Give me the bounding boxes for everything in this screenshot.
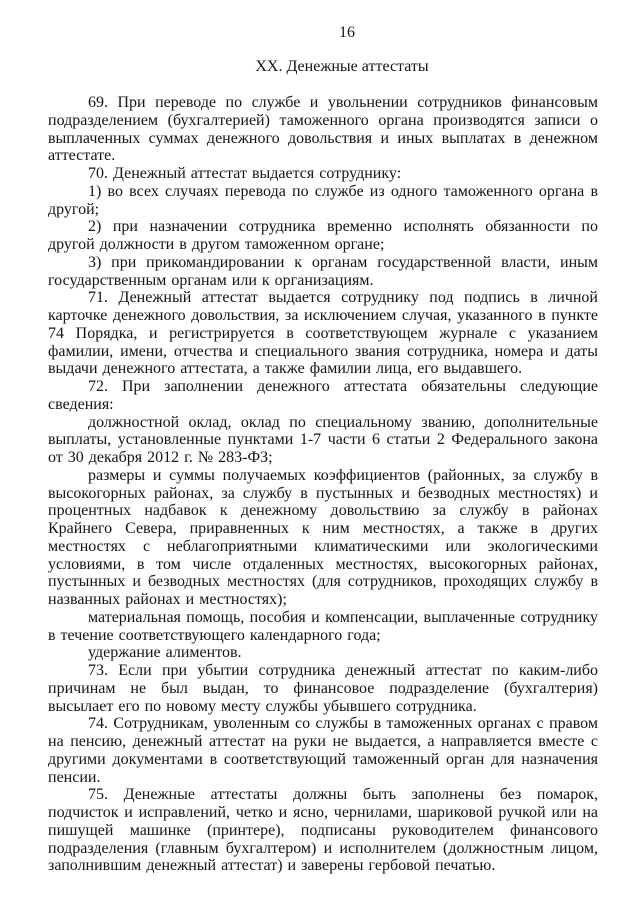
paragraph-70: 70. Денежный аттестат выдается сотруднику: bbox=[88, 165, 402, 182]
document-body bbox=[48, 94, 598, 875]
paragraph-72-material-aid: материальная помощь, пособия и компенсации, выплаченные сотруднику в течение соответствующего календарного года; bbox=[48, 608, 598, 644]
paragraph-72-salary: должностной оклад, оклад по специальному званию, дополнительные выплаты, установленные пунктами 1-7 части 6 статьи 2 Федерального закона от 30 декабря 2012 г. № 283-ФЗ; bbox=[48, 413, 598, 466]
paragraph-72: 72. При заполнении денежного аттестата обязательны следующие сведения: bbox=[48, 378, 598, 413]
paragraph-72-coefficients: размеры и суммы получаемых коэффициентов (районных, за службу в высокогорных районах, за службу в пустынных и безводных местностях) и процентных надбавок к денежному довольствию за службу в районах Крайнего Севера, приравненных к ним местностях, а также в других местностях с неблагоприятными климатическими или экологическими условиями, в том числе отдаленных местностях, высокогорных районах, пустынных и безводных местностях (для сотрудников, проходящих службу в названных районах и местностях); bbox=[48, 466, 598, 608]
paragraph-74: 74. Сотрудникам, уволенным со службы в таможенных органах с правом на пенсию, денежный аттестат на руки не выдается, а направляется вместе с другими документами в соответствующий таможенный орган для назначения пенсии. bbox=[48, 715, 598, 786]
paragraph-70-item-3: 3) при прикомандировании к органам государственной власти, иным государственным органам или к организациям. bbox=[48, 253, 598, 289]
paragraph-71: 71. Денежный аттестат выдается сотруднику под подпись в личной карточке денежного довольствия, за исключением случая, указанного в пункте 74 Порядка, и регистрируется в соответствующем журнале с указанием фамилии, имени, отчества и специального звания сотрудника, номера и даты выдачи денежного аттестата, а также фамилии лица, его выдавшего. bbox=[48, 289, 598, 378]
paragraph-69: 69. При переводе по службе и увольнении сотрудников финансовым подразделением (бухгалтерией) таможенного органа производятся записи о выплаченных суммах денежного довольствия и иных выплатах в денежном аттестате. bbox=[48, 94, 598, 165]
paragraph-72-alimony: удержание алиментов. bbox=[88, 644, 242, 662]
page-number: 16 bbox=[339, 24, 355, 41]
section-title: XX. Денежные аттестаты bbox=[255, 58, 429, 75]
paragraph-73: 73. Если при убытии сотрудника денежный аттестат по каким-либо причинам не был выдан, то финансовое подразделение (бухгалтерия) высылает его по новому месту службы убывшего сотрудника. bbox=[48, 662, 598, 715]
page-header bbox=[48, 24, 598, 76]
paragraph-75: 75. Денежные аттестаты должны быть заполнены без помарок, подчисток и исправлений, четко и ясно, чернилами, шариковой ручкой или на пишущей машинке (принтере), подписаны руководителем финансового подразделения (главным бухгалтером) и исполнителем (должностным лицом, заполнившим денежный аттестат) и заверены гербовой печатью. bbox=[48, 786, 598, 875]
paragraph-70-item-2: 2) при назначении сотрудника временно исполнять обязанности по другой должности в другом таможенном органе; bbox=[48, 218, 598, 253]
paragraph-70-item-1: 1) во всех случаях перевода по службе из одного таможенного органа в другой; bbox=[48, 182, 598, 218]
